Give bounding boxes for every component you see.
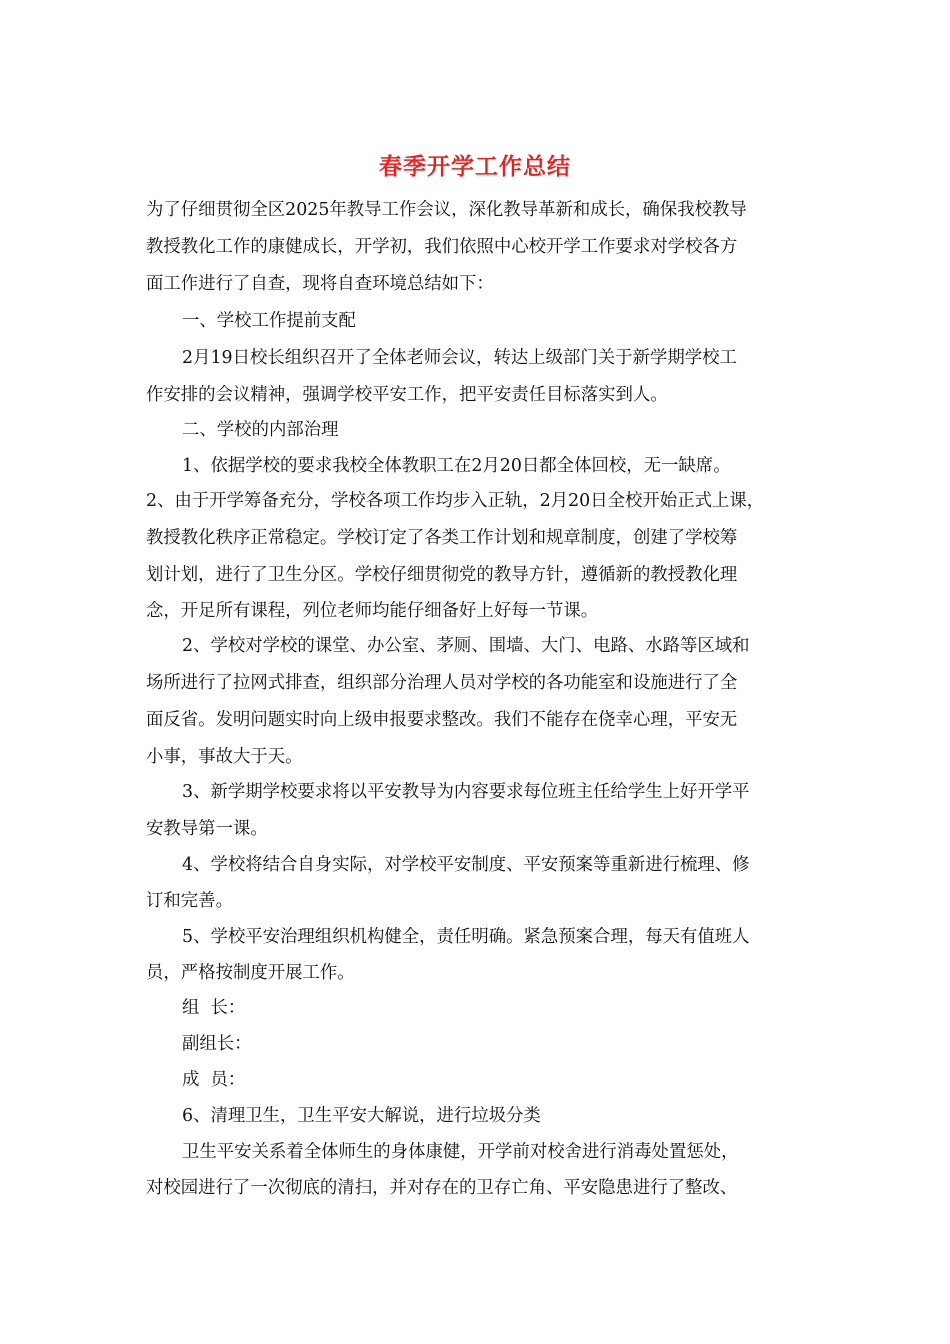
- section-heading: 二、学校的内部治理: [182, 420, 339, 440]
- paragraph-line: 员，严格按制度开展工作。: [146, 963, 355, 983]
- paragraph-line: 教授教化工作的康健成长，开学初，我们依照中心校开学工作要求对学校各方: [146, 237, 738, 257]
- paragraph-line: 面工作进行了自查，现将自查环境总结如下：: [146, 274, 494, 294]
- paragraph-line: 5、学校平安治理组织机构健全，责任明确。紧急预案合理，每天有值班人: [182, 927, 750, 947]
- paragraph-line: 2、由于开学筹备充分，学校各项工作均步入正轨，2月20日全校开始正式上课，: [146, 491, 765, 511]
- paragraph-line: 念，开足所有课程，列位老师均能仔细备好上好每一节课。: [146, 601, 599, 621]
- paragraph-line: 教授教化秩序正常稳定。学校订定了各类工作计划和规章制度，创建了学校筹: [146, 528, 738, 548]
- paragraph-line: 订和完善。: [146, 891, 233, 911]
- paragraph-line: 对校园进行了一次彻底的清扫，并对存在的卫存亡角、平安隐患进行了整改、: [146, 1178, 738, 1198]
- paragraph-line: 为了仔细贯彻全区2025年教导工作会议，深化教导革新和成长，确保我校教导: [146, 200, 747, 220]
- paragraph-line: 1、依据学校的要求我校全体教职工在2月20日都全体回校，无一缺席。: [182, 456, 731, 476]
- section-heading: 6、清理卫生，卫生平安大解说，进行垃圾分类: [182, 1106, 541, 1126]
- paragraph-line: 副组长：: [182, 1034, 252, 1054]
- paragraph-line: 作安排的会议精神，强调学校平安工作，把平安责任目标落实到人。: [146, 385, 668, 405]
- section-heading: 一、学校工作提前支配: [182, 311, 356, 331]
- paragraph-line: 4、学校将结合自身实际，对学校平安制度、平安预案等重新进行梳理、修: [182, 855, 750, 875]
- paragraph-line: 3、新学期学校要求将以平安教导为内容要求每位班主任给学生上好开学平: [182, 782, 750, 802]
- paragraph-line: 卫生平安关系着全体师生的身体康健，开学前对校舍进行消毒处置惩处，: [182, 1142, 739, 1162]
- paragraph-line: 小事，事故大于天。: [146, 747, 303, 767]
- paragraph-line: 面反省。发明问题实时向上级申报要求整改。我们不能存在侥幸心理，平安无: [146, 710, 738, 730]
- document-title: 春季开学工作总结: [379, 153, 571, 180]
- paragraph-line: 成 员：: [182, 1070, 246, 1090]
- paragraph-line: 组 长：: [182, 998, 246, 1018]
- paragraph-line: 2、学校对学校的课堂、办公室、茅厕、围墙、大门、电路、水路等区域和: [182, 636, 750, 656]
- paragraph-line: 场所进行了拉网式排查，组织部分治理人员对学校的各功能室和设施进行了全: [146, 673, 738, 693]
- paragraph-line: 安教导第一课。: [146, 819, 268, 839]
- paragraph-line: 划计划，进行了卫生分区。学校仔细贯彻党的教导方针，遵循新的教授教化理: [146, 565, 738, 585]
- paragraph-line: 2月19日校长组织召开了全体老师会议，转达上级部门关于新学期学校工: [182, 348, 737, 368]
